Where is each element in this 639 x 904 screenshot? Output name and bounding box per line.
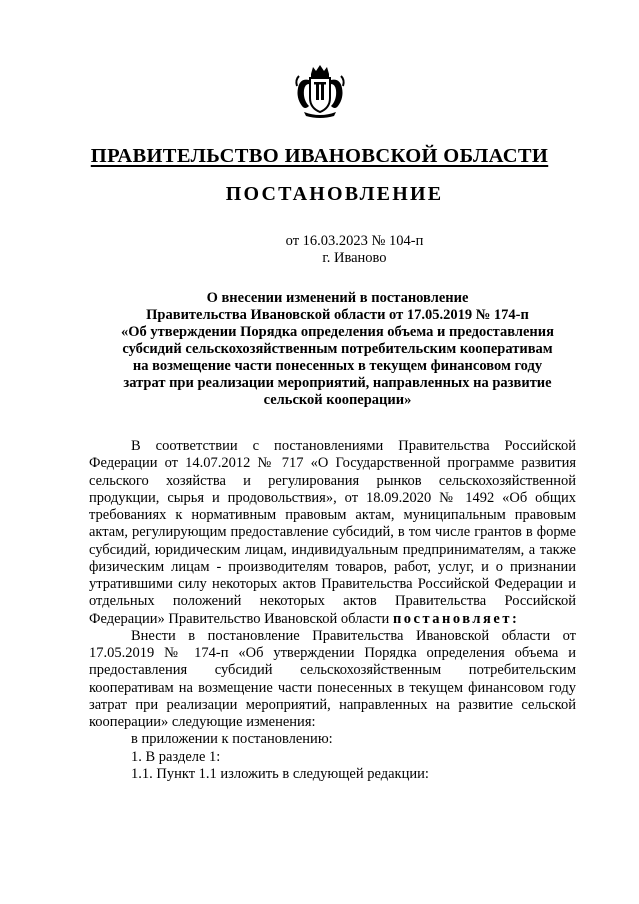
- subject-line: на возмещение части понесенных в текущем финансовом году: [132, 358, 543, 374]
- coat-of-arms-icon: [290, 60, 350, 120]
- subject-line: сельской кооперации»: [263, 392, 412, 408]
- section-item: 1. В разделе 1:: [131, 748, 221, 765]
- appendix-item: в приложении к постановлению:: [131, 731, 333, 748]
- document-subject: [95, 290, 580, 409]
- document-type-title: ПОСТАНОВЛЕНИЕ: [225, 183, 444, 205]
- clause-item: 1.1. Пункт 1.1 изложить в следующей редакции:: [131, 765, 429, 782]
- city: г. Иваново: [322, 250, 387, 266]
- subject-line: Правительства Ивановской области от 17.05.2019 № 174-п: [146, 307, 529, 323]
- subject-line: затрат при реализации мероприятий, направленных на развитие: [123, 375, 552, 391]
- subject-line: «Об утверждении Порядка определения объема и предоставления: [121, 324, 554, 340]
- document-meta: [0, 233, 639, 267]
- amendment-paragraph: Внести в постановление Правительства Ивановской области от 17.05.2019 № 174-п «Об утверждении Порядка определения объема и предоставления субсидий сельскохозяйственным потребительским кооперативам на возмещение части понесенных в текущем финансовом году затрат при реализации мероприятий, направленных на развитие сельской кооперации» следующие изменения:: [89, 627, 576, 730]
- preamble-paragraph: [89, 438, 576, 628]
- document-body: [89, 438, 576, 783]
- resolves-keyword: постановляет:: [392, 610, 520, 627]
- subject-line: субсидий сельскохозяйственным потребительским кооперативам: [122, 341, 553, 357]
- date-number: от 16.03.2023 № 104-п: [285, 233, 424, 249]
- subject-line: О внесении изменений в постановление: [206, 290, 469, 306]
- government-title: ПРАВИТЕЛЬСТВО ИВАНОВСКОЙ ОБЛАСТИ: [90, 145, 549, 167]
- preamble-text: В соответствии с постановлениями Правительства Российской Федерации от 14.07.2012 № 717 «О Государственной программе развития сельского хозяйства и регулирования рынков сельскохозяйственной продукции, сырья и продовольствия», от 18.09.2020 № 1492 «Об общих требованиях к нормативным правовым актам, муниципальным правовым актам, регулирующим предоставление субсидий, в том числе грантов в форме субсидий, юридическим лицам, индивидуальным предпринимателям, а также физическим лицам - производителям товаров, работ, услуг, и о признании утратившими силу некоторых актов Правительства Российской Федерации и отдельных положений некоторых актов Правительства Российской Федерации» Правительство Ивановской области: [89, 438, 576, 627]
